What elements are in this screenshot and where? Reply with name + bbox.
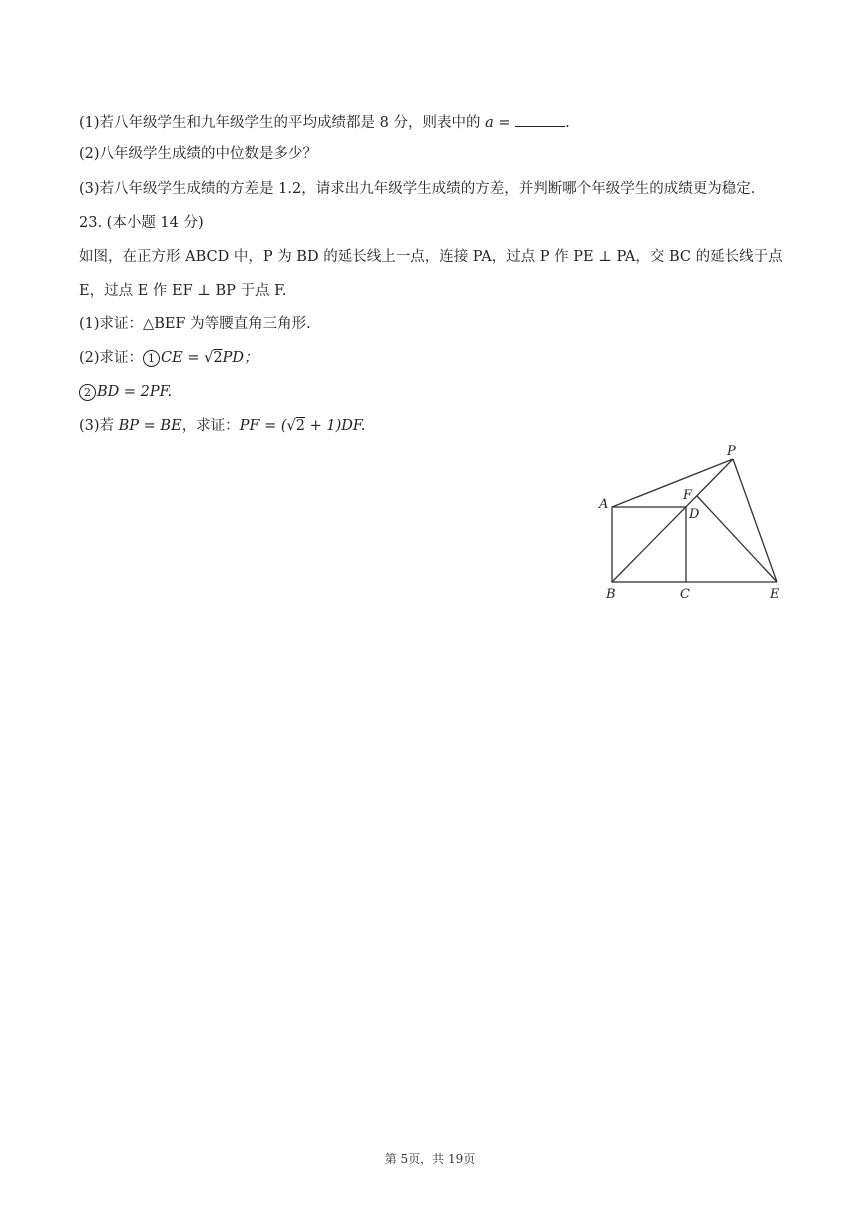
circled-number-2: 2 [79, 384, 96, 401]
circled-number-1: 1 [143, 350, 160, 367]
label-f: F [683, 488, 693, 503]
page-footer: 第 5页，共 19页 [384, 1152, 476, 1166]
q22-part1: (1)若八年级学生和九年级学生的平均成绩都是 8 分，则表中的 a = . [79, 112, 570, 133]
label-d: D [689, 507, 700, 522]
label-p: P [727, 444, 736, 459]
sqrt-radicand-2: 2 [295, 418, 306, 434]
label-b: B [606, 587, 616, 602]
q22-part3: (3)若八年级学生成绩的方差是 1.2，请求出九年级学生成绩的方差，并判断哪个年级学生的成绩更为稳定. [79, 181, 756, 197]
label-e: E [770, 587, 780, 602]
label-c: C [680, 587, 690, 602]
q23-header: 23. (本小题 14 分) [79, 215, 204, 231]
q22-part2: (2)八年级学生成绩的中位数是多少？ [79, 146, 318, 162]
q23-part1: (1)求证：△BEF 为等腰直角三角形. [79, 316, 311, 332]
line-bp [612, 459, 733, 582]
line-ef [697, 496, 777, 582]
line-pa [612, 459, 733, 507]
q23-part2: (2)求证： 1 CE = √2PD； [79, 350, 259, 366]
q23-part2-sub2: 2 BD = 2PF. [79, 382, 172, 402]
sqrt-radicand: 2 [213, 350, 223, 366]
var-a: a [485, 115, 494, 131]
q23-stem-line2: E，过点 E 作 EF ⊥ BP 于点 F. [79, 283, 287, 299]
q23-part3: (3)若 BP = BE，求证：PF = (√2 + 1)DF. [79, 418, 366, 434]
label-a: A [599, 497, 609, 512]
geometry-figure [595, 440, 815, 610]
line-pe [733, 459, 777, 582]
answer-blank [515, 112, 565, 127]
q23-stem-line1: 如图，在正方形 ABCD 中，P 为 BD 的延长线上一点，连接 PA，过点 P 作 PE ⊥ PA，交 BC 的延长线于点 [79, 249, 783, 265]
